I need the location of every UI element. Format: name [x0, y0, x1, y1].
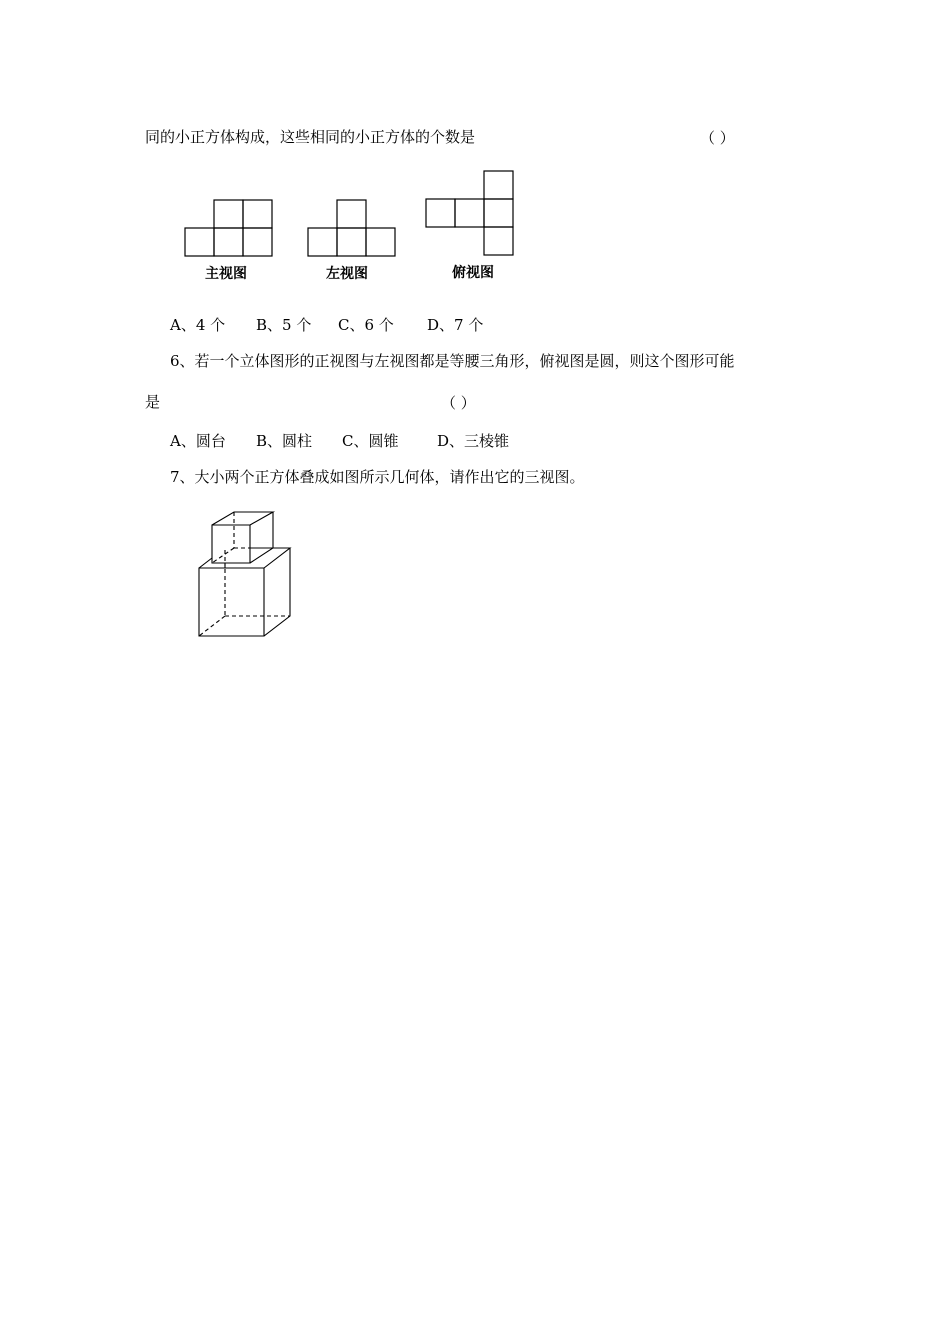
q5-option-d: D、7 个 — [427, 316, 484, 334]
small-cube-top-edges — [212, 512, 273, 525]
q6-answer-bracket: （ ） — [441, 394, 476, 412]
q6-option-c: C、圆锥 — [342, 432, 399, 450]
q5-text-line: 同的小正方体构成，这些相同的小正方体的个数是 — [145, 128, 476, 146]
small-cube-front-face — [212, 525, 250, 563]
q7-text-line: 7、大小两个正方体叠成如图所示几何体，请作出它的三视图。 — [170, 468, 585, 486]
large-cube-right-edges — [264, 548, 290, 636]
q6-option-a: A、圆台 — [170, 432, 226, 450]
left-view-label: 左视图 — [326, 266, 368, 282]
q5-option-a: A、4 个 — [170, 316, 226, 334]
small-cube-right-edges — [250, 512, 273, 563]
top-view-label: 俯视图 — [452, 265, 494, 281]
q6-option-b: B、圆柱 — [256, 432, 313, 450]
q5-answer-bracket: （ ） — [700, 129, 735, 147]
q5-option-b: B、5 个 — [256, 316, 312, 334]
q5-option-c: C、6 个 — [338, 316, 394, 334]
q6-text-line1: 6、若一个立体图形的正视图与左视图都是等腰三角形，俯视图是圆，则这个图形可能 — [170, 352, 735, 370]
q6-option-d: D、三棱锥 — [437, 432, 510, 450]
front-view-label: 主视图 — [205, 266, 247, 282]
q6-text-line2: 是 — [145, 393, 161, 411]
large-cube-front-face — [199, 568, 264, 636]
